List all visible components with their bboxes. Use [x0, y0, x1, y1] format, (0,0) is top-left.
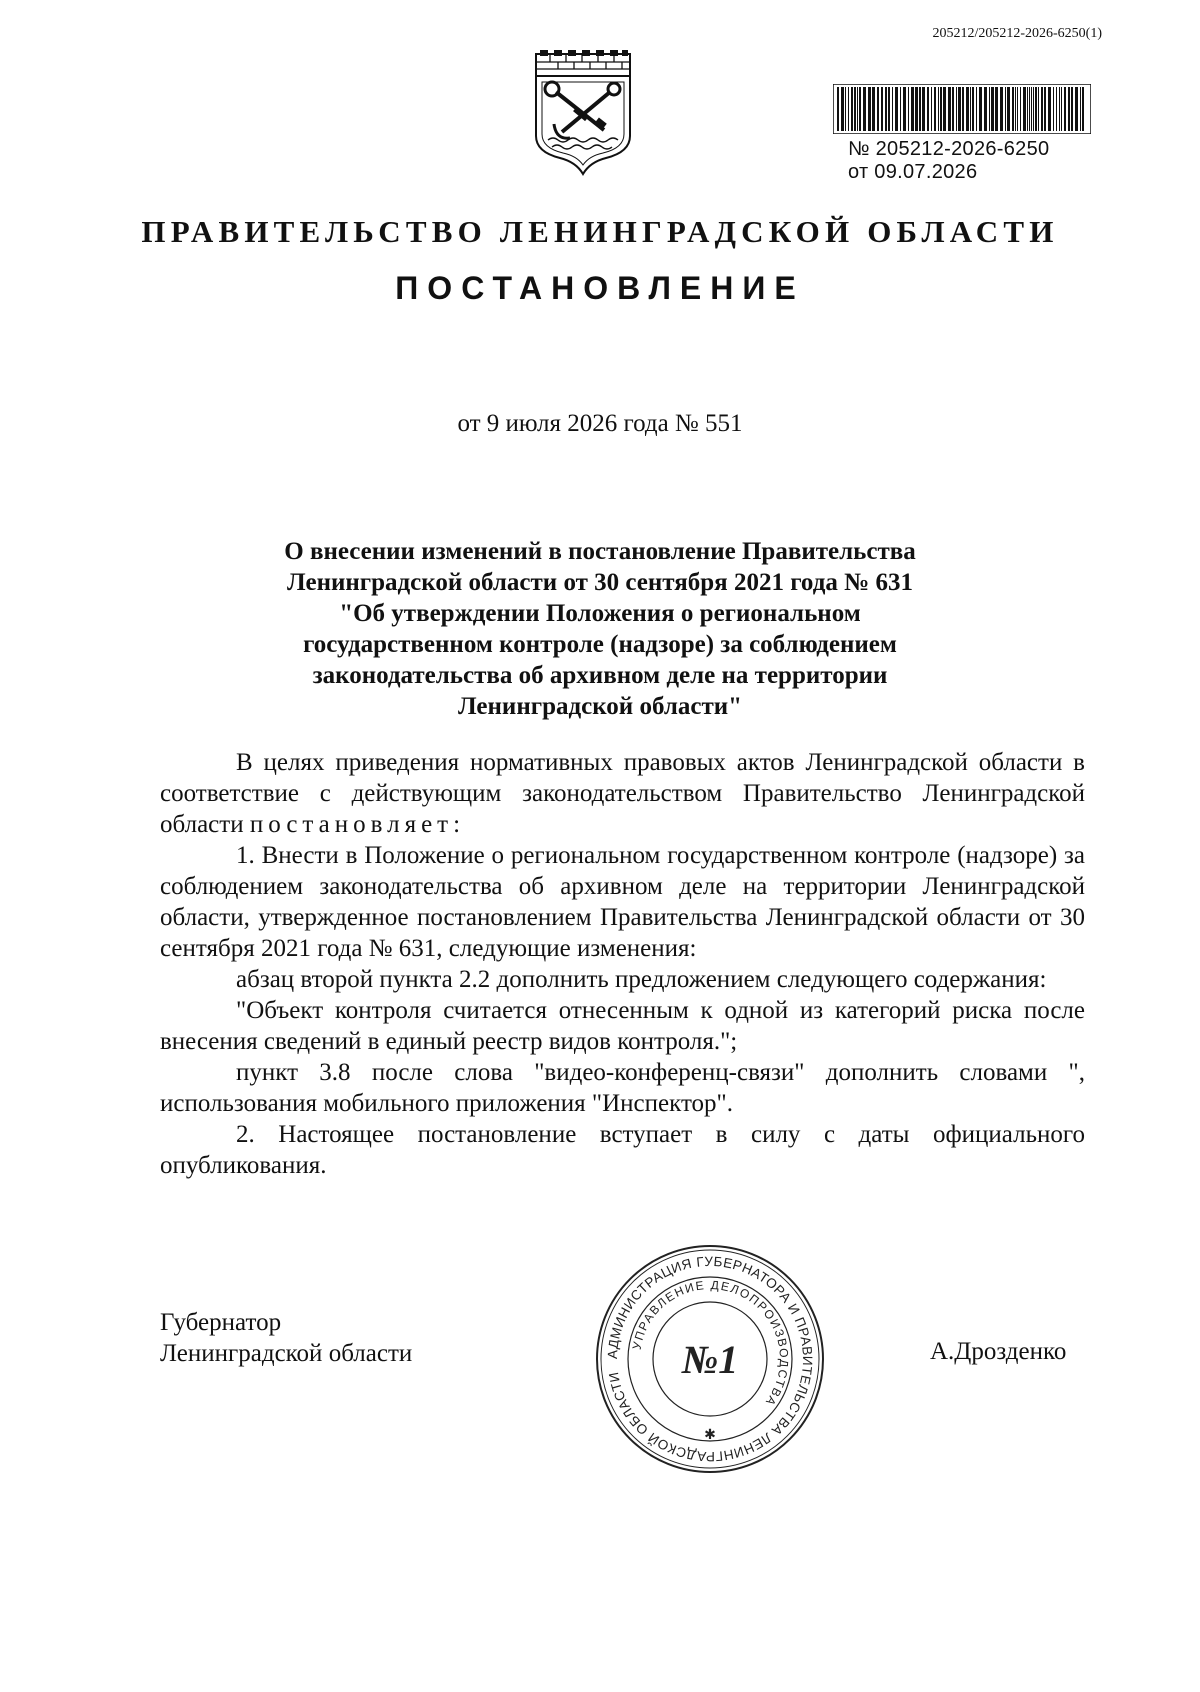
resolves-word: постановляет:: [249, 811, 466, 838]
subject-line: государственном контроле (надзоре) за соблюдением: [303, 631, 897, 658]
decree-body: [160, 747, 1085, 1181]
decree-subject: [180, 536, 1020, 722]
official-seal-stamp: [594, 1243, 826, 1475]
preamble-text: В целях приведения нормативных правовых актов Ленинградской области в соответствие с действующим законодательством Правительство Ленинградской области: [160, 749, 1085, 838]
signatory-position: [160, 1307, 412, 1369]
registration-date: от 09.07.2026: [848, 161, 978, 183]
svg-text:✱: ✱: [704, 1427, 716, 1443]
coat-of-arms-emblem: [530, 48, 636, 176]
subject-line: "Об утверждении Положения о региональном: [339, 600, 861, 627]
position-line: Ленинградской области: [160, 1340, 413, 1367]
position-line: Губернатор: [160, 1309, 282, 1336]
item-1-b-paragraph: пункт 3.8 после слова "видео-конференц-связи" дополнить словами ", использования мобильного приложения "Инспектор".: [160, 1059, 1085, 1117]
item-1-paragraph: 1. Внести в Положение о региональном государственном контроле (надзоре) за соблюдением законодательства об архивном деле на территории Ленинградской области, утвержденное постановлением Правительства Ленинградской области от 30 сентября 2021 года № 631, следующие изменения:: [160, 842, 1085, 962]
signatory-name: А.Дрозденко: [930, 1338, 1067, 1365]
document-type-heading: ПОСТАНОВЛЕНИЕ: [395, 270, 805, 306]
svg-text:№1: №1: [681, 1337, 739, 1382]
preamble-paragraph: [160, 747, 1085, 840]
decree-date-number: от 9 июля 2026 года № 551: [457, 410, 743, 437]
document-reference: 205212/205212-2026-6250(1): [932, 26, 1102, 41]
barcode: [833, 84, 1091, 134]
svg-text:УПРАВЛЕНИЕ ДЕЛОПРОИЗВОДСТВА: УПРАВЛЕНИЕ ДЕЛОПРОИЗВОДСТВА: [629, 1277, 792, 1410]
subject-line: О внесении изменений в постановление Правительства: [284, 538, 916, 565]
registration-number: № 205212-2026-6250: [848, 138, 1050, 160]
subject-line: законодательства об архивном деле на территории: [312, 662, 888, 689]
item-2-paragraph: 2. Настоящее постановление вступает в силу с даты официального опубликования.: [160, 1121, 1085, 1179]
item-1-a-quote-paragraph: "Объект контроля считается отнесенным к одной из категорий риска после внесения сведений в единый реестр видов контроля.";: [160, 997, 1085, 1055]
government-title: ПРАВИТЕЛЬСТВО ЛЕНИНГРАДСКОЙ ОБЛАСТИ: [141, 214, 1059, 249]
subject-line: Ленинградской области": [457, 693, 743, 720]
item-1-a-paragraph: абзац второй пункта 2.2 дополнить предложением следующего содержания:: [236, 966, 1047, 993]
svg-text:АДМИНИСТРАЦИЯ ГУБЕРНАТОРА И ПР: АДМИНИСТРАЦИЯ ГУБЕРНАТОРА И ПРАВИТЕЛЬСТВА ЛЕНИНГРАДСКОЙ ОБЛАСТИ: [604, 1253, 816, 1465]
subject-line: Ленинградской области от 30 сентября 2021 года № 631: [287, 569, 913, 596]
